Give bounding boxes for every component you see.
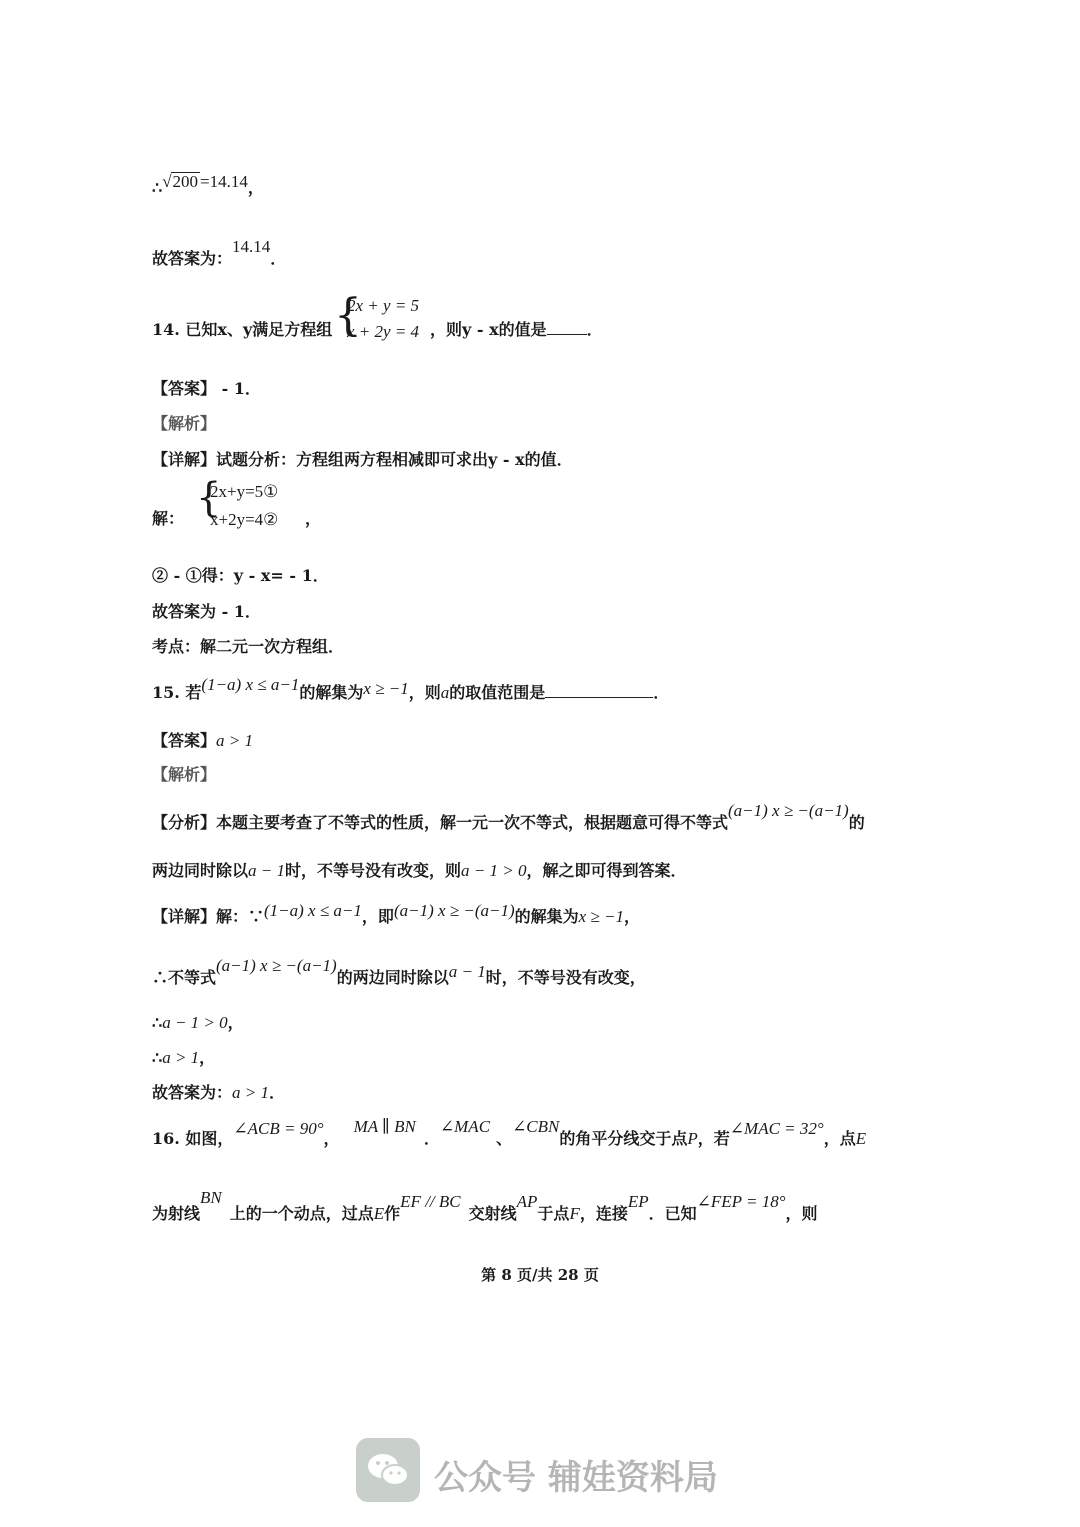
final-answer-15: 故答案为：a > 1． — [152, 1083, 286, 1102]
equation-2: x + 2y = 4 — [347, 322, 420, 341]
question-14-tail: ，则y - x的值是 ． — [430, 320, 603, 339]
analysis-label-15: 【解析】 — [152, 765, 217, 784]
equation-brace: { — [334, 290, 362, 341]
therefore-line-3: ∴a > 1， — [152, 1048, 216, 1067]
kaodian-14: 考点：解二元一次方程组． — [152, 637, 345, 656]
answer-blank-15 — [545, 687, 653, 698]
fenxi-line-1: 【分析】本题主要考查了不等式的性质，解一元一次不等式，根据题意可得不等式(a−1) x ≥ −(a−1)的 — [152, 801, 865, 832]
question-15: 15. 若(1−a) x ≤ a−1的解集为x ≥ −1，则a的取值范围是 ． — [152, 675, 670, 702]
detail-15: 【详解】解：∵(1−a) x ≤ a−1，即(a−1) x ≥ −(a−1)的解集为x ≥ −1， — [152, 901, 641, 926]
line-sqrt-result: ∴√200 =14.14， — [152, 172, 264, 197]
question-16-line-2: 为射线BN上的一个动点，过点E作EF // BC交射线AP于点F，连接EP．已知∠FEP = 18°，则 — [152, 1188, 818, 1223]
question-16-line-1: 16. 如图，∠ACB = 90°，MA ∥ BN．∠MAC、∠CBN的角平分线交于点P，若∠MAC = 32°，点E — [152, 1117, 867, 1148]
solution-brace: { — [196, 475, 222, 521]
question-14: 14. 已知x、y满足方程组 — [152, 320, 333, 339]
therefore-line-2: ∴a − 1 > 0， — [152, 1013, 244, 1032]
page-number: 第 8 页/共 28 页 — [481, 1266, 599, 1284]
line-answer-14-14: 故答案为：14.14． — [152, 237, 287, 268]
answer-15: 【答案】a > 1 — [152, 731, 253, 750]
solution-label: 解： — [152, 509, 185, 528]
therefore-line-1: ∴不等式(a−1) x ≥ −(a−1)的两边同时除以a − 1时，不等号没有改变， — [152, 956, 646, 987]
analysis-label-14: 【解析】 — [152, 414, 217, 433]
solution-comma: ， — [305, 509, 322, 528]
watermark — [356, 1438, 756, 1504]
sqrt-expression: √200 =14.14 — [162, 172, 248, 191]
final-answer-14: 故答案为 - 1． — [152, 602, 261, 621]
fenxi-line-2: 两边同时除以a − 1时，不等号没有改变，则a − 1 > 0，解之即可得到答案． — [152, 861, 687, 880]
equation-1: 2x + y = 5 — [347, 296, 420, 315]
watermark-text: 公众号 辅娃资料局 — [434, 1458, 718, 1498]
solution-eq-2: x+2y=4② — [210, 510, 279, 529]
answer-14: 【答案】 - 1． — [152, 379, 261, 398]
solution-eq-1: 2x+y=5① — [210, 482, 279, 501]
therefore-symbol: ∴ — [152, 178, 163, 197]
answer-blank — [547, 324, 587, 335]
subtract-step: ② - ①得：y - x= - 1． — [152, 566, 329, 585]
wechat-icon — [356, 1438, 420, 1502]
detail-14: 【详解】试题分析：方程组两方程相减即可求出y - x的值． — [152, 450, 573, 469]
answer-value: 14.14 — [232, 237, 271, 256]
